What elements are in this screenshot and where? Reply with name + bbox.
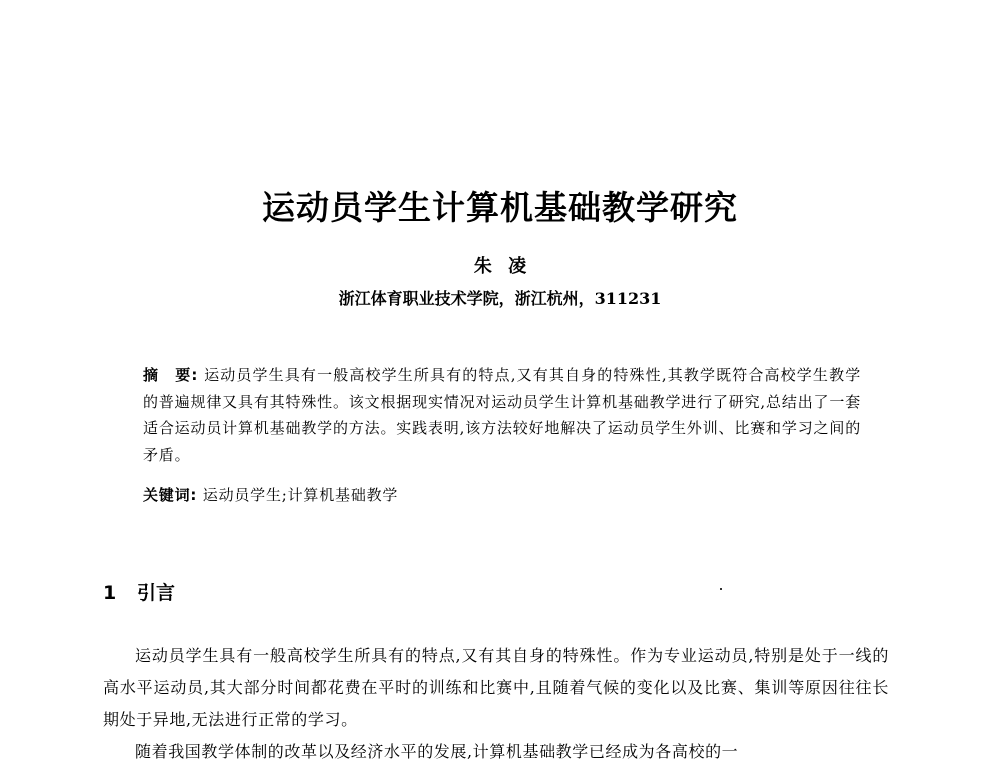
body-text: [103, 640, 889, 768]
body-paragraph-1: 运动员学生具有一般高校学生所具有的特点,又有其自身的特殊性。作为专业运动员,特别是处于一线的高水平运动员,其大部分时间都花费在平时的训练和比赛中,且随着气候的变化以及比赛、集训等原因往往长期处于异地,无法进行正常的学习。: [103, 646, 889, 729]
section-title: 引言: [137, 582, 176, 604]
section-heading: [103, 578, 175, 605]
body-paragraph-2: 随着我国教学体制的改革以及经济水平的发展,计算机基础教学已经成为各高校的一: [135, 742, 739, 761]
section-number: 1: [103, 582, 117, 604]
keywords-block: [143, 484, 861, 505]
keywords-label: 关键词:: [143, 486, 198, 504]
keywords-text: 运动员学生;计算机基础教学: [202, 486, 399, 504]
paper-title: 运动员学生计算机基础教学研究: [262, 188, 738, 227]
scan-speck: [720, 588, 722, 590]
abstract-block: [143, 362, 861, 468]
abstract-text: 运动员学生具有一般高校学生所具有的特点,又有其自身的特殊性,其教学既符合高校学生教学的普遍规律又具有其特殊性。该文根据现实情况对运动员学生计算机基础教学进行了研究,总结出了一套适合运动员计算机基础教学的方法。实践表明,该方法较好地解决了运动员学生外训、比赛和学习之间的矛盾。: [143, 366, 862, 464]
author-affiliation: 浙江体育职业技术学院，浙江杭州，311231: [338, 289, 662, 308]
abstract-label: 摘 要:: [143, 366, 199, 384]
author-name: 朱 凌: [473, 256, 527, 277]
